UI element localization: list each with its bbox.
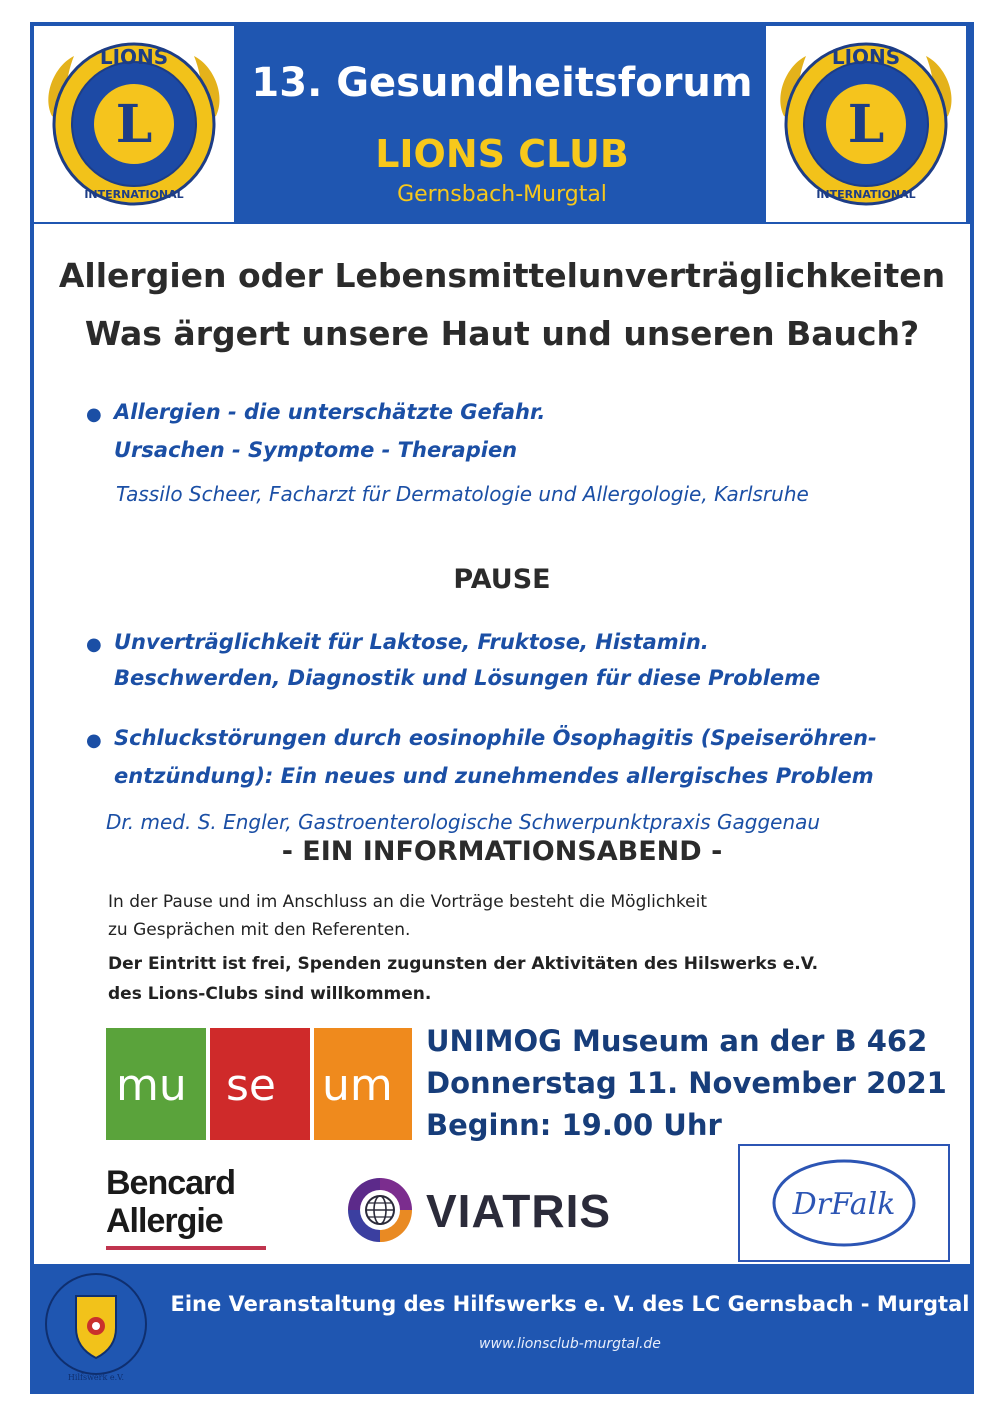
info-line1: In der Pause und im Anschluss an die Vorträge besteht die Möglichkeit [108,892,708,912]
topic2-line2: Beschwerden, Diagnostik und Lösungen für diese Probleme [114,666,821,690]
info-line2: zu Gesprächen mit den Referenten. [108,920,411,940]
lions-logo-top-text: LIONS [99,45,169,69]
lions-logo-right [766,26,966,222]
topic1-line2: Ursachen - Symptome - Therapien [114,438,518,462]
club-city: Gernsbach-Murgtal [397,182,607,207]
seal-sub-text: Hilfswerk e.V. [67,1373,125,1382]
drfalk-logo [738,1144,950,1262]
museum-syllable-2: se [226,1060,276,1111]
viatris-logo [342,1174,662,1244]
topic3-line2: entzündung): Ein neues und zunehmendes allergisches Problem [114,764,874,788]
museum-syllable-1: mu [116,1060,187,1111]
pause-heading: PAUSE [453,564,551,595]
speaker1: Tassilo Scheer, Facharzt für Dermatologie und Allergologie, Karlsruhe [116,482,809,506]
content-panel [34,224,970,1264]
bencard-line2: Allergie [106,1202,223,1240]
lions-club-murgtal-seal [36,1268,156,1388]
info-line4: des Lions-Clubs sind willkommen. [108,984,432,1004]
museum-syllable-3: um [322,1060,393,1111]
bullet-icon: ● [86,404,102,425]
main-title-line1: Allergien oder Lebensmittelunverträglichkeiten [58,256,946,295]
bullet-icon: ● [86,634,102,655]
drfalk-wordmark: DrFalk [792,1187,896,1222]
globe-icon [342,1174,418,1244]
poster-frame [30,22,974,1394]
viatris-wordmark: VIATRIS [426,1185,612,1237]
topic1-line1: Allergien - die unterschätzte Gefahr. [114,400,546,424]
forum-title: 13. Gesundheitsforum [251,60,753,106]
event-time: Beginn: 19.00 Uhr [426,1108,722,1142]
info-title: - EIN INFORMATIONSABEND - [281,836,723,867]
speaker2: Dr. med. S. Engler, Gastroenterologische Schwerpunktpraxis Gaggenau [106,810,821,834]
footer-url[interactable]: www.lionsclub-murgtal.de [479,1336,661,1352]
lions-logo-top-text: LIONS [831,45,901,69]
bencard-line1: Bencard [106,1164,236,1202]
lions-logo-bottom-text: INTERNATIONAL [816,188,916,201]
header [30,22,974,222]
bullet-icon: ● [86,730,102,751]
event-date: Donnerstag 11. November 2021 [426,1066,947,1100]
lions-logo-bottom-text: INTERNATIONAL [84,188,184,201]
lions-logo-letter: L [847,94,885,155]
topic2-line1: Unverträglichkeit für Laktose, Fruktose, Histamin. [114,630,709,654]
lions-logo-left [34,26,234,222]
museum-logo [106,1028,412,1140]
bencard-underline [106,1246,266,1250]
lions-logo-letter: L [115,94,153,155]
main-title-line2: Was ärgert unsere Haut und unseren Bauch? [84,314,920,353]
footer-organizer: Eine Veranstaltung des Hilfswerks e. V. des LC Gernsbach - Murgtal [170,1292,970,1316]
topic3-line1: Schluckstörungen durch eosinophile Ösophagitis (Speiseröhren- [114,726,877,750]
event-location: UNIMOG Museum an der B 462 [426,1024,928,1058]
info-line3: Der Eintritt ist frei, Spenden zugunsten der Aktivitäten des Hilswerks e.V. [108,954,819,974]
bencard-logo [106,1164,276,1250]
club-name: LIONS CLUB [375,132,629,176]
